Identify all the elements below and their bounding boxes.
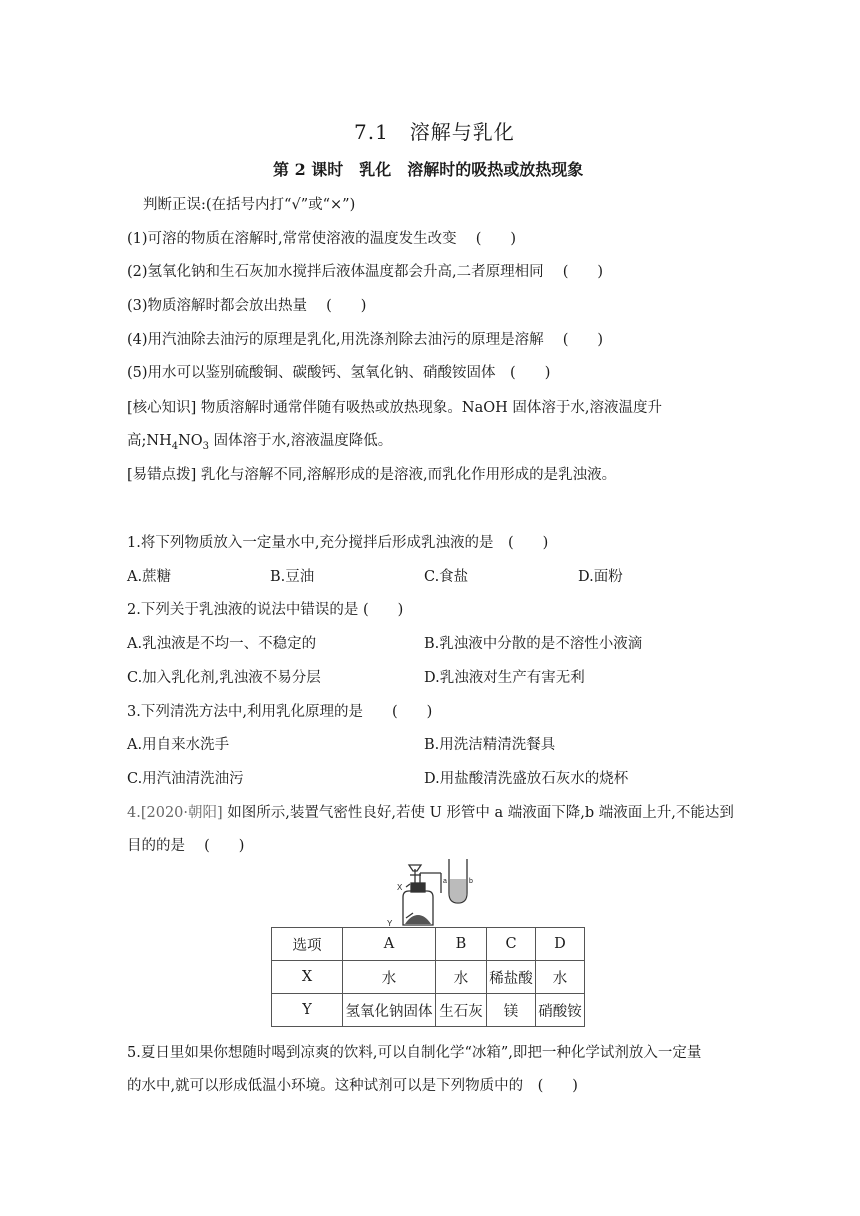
label-a: a <box>443 878 447 885</box>
judge-item: (2)氢氧化钠和生石灰加水搅拌后液体温度都会升高,二者原理相同 ( ) <box>127 264 604 280</box>
table-cell: X <box>272 961 343 994</box>
table-cell: A <box>343 928 436 961</box>
table-cell: 镁 <box>487 994 536 1027</box>
q1-option-d: D.面粉 <box>578 569 623 585</box>
judge-item: (4)用汽油除去油污的原理是乳化,用洗涤剂除去油污的原理是溶解 ( ) <box>127 332 604 348</box>
label-y: Y <box>387 919 393 928</box>
q2-option-b: B.乳浊液中分散的是不溶性小液滴 <box>424 636 643 652</box>
table-cell: 水 <box>436 961 487 994</box>
q2-option-c: C.加入乳化剂,乳浊液不易分层 <box>127 670 321 686</box>
label-x: X <box>397 883 403 892</box>
q3-option-d: D.用盐酸清洗盛放石灰水的烧杯 <box>424 771 629 787</box>
q5-stem-line2: 的水中,就可以形成低温小环境。这种试剂可以是下列物质中的 ( ) <box>127 1078 578 1094</box>
q2-option-a: A.乳浊液是不均一、不稳定的 <box>127 636 317 652</box>
table-cell: B <box>436 928 487 961</box>
judge-item: (1)可溶的物质在溶解时,常常使溶液的温度发生改变 ( ) <box>127 231 517 247</box>
q1-stem: 1.将下列物质放入一定量水中,充分搅拌后形成乳浊液的是 ( ) <box>127 535 549 551</box>
q3-option-c: C.用汽油清洗油污 <box>127 771 244 787</box>
core-knowledge-line1: [核心知识] 物质溶解时通常伴随有吸热或放热现象。NaOH 固体溶于水,溶液温度升 <box>127 400 663 416</box>
judge-item: (3)物质溶解时都会放出热量 ( ) <box>127 298 367 314</box>
q5-stem-line1: 5.夏日里如果你想随时喝到凉爽的饮料,可以自制化学“冰箱”,即把一种化学试剂放入一定量 <box>127 1045 702 1061</box>
q1-option-b: B.豆油 <box>270 569 315 585</box>
judge-intro: 判断正误:(在括号内打“√”或“×”) <box>143 197 356 213</box>
table-cell: 生石灰 <box>436 994 487 1027</box>
table-cell: 水 <box>343 961 436 994</box>
q3-stem: 3.下列清洗方法中,利用乳化原理的是 ( ) <box>127 704 433 720</box>
q3-option-a: A.用自来水洗手 <box>127 737 230 753</box>
table-cell: 选项 <box>272 928 343 961</box>
core-knowledge-line2: 高$;NH_4NO_3$ 固体溶于水,溶液温度降低。 <box>127 433 393 452</box>
table-cell: 氢氧化钠固体 <box>343 994 436 1027</box>
table-cell: 硝酸铵 <box>536 994 585 1027</box>
error-tip: [易错点拨] 乳化与溶解不同,溶解形成的是溶液,而乳化作用形成的是乳浊液。 <box>127 467 617 483</box>
q4-source-tag: 4.[2020·朝阳] <box>127 805 223 821</box>
q4-stem-line1: 4.[2020·朝阳] 如图所示,装置气密性良好,若使 U 形管中 a 端液面下降,b 端液面上升,不能达到 <box>127 805 734 821</box>
label-b: b <box>469 878 473 885</box>
q4-options-table <box>271 927 585 1027</box>
judge-item: (5)用水可以鉴别硫酸铜、碳酸钙、氢氧化钠、硝酸铵固体 ( ) <box>127 365 551 381</box>
table-cell: 水 <box>536 961 585 994</box>
page-subtitle: 第 2 课时 乳化 溶解时的吸热或放热现象 <box>273 160 584 179</box>
q4-stem-line2: 目的的是 ( ) <box>127 838 245 854</box>
table-cell: 稀盐酸 <box>487 961 536 994</box>
table-cell: C <box>487 928 536 961</box>
q3-option-b: B.用洗洁精清洗餐具 <box>424 737 556 753</box>
table-cell: Y <box>272 994 343 1027</box>
table-row <box>272 928 585 961</box>
q1-option-c: C.食盐 <box>424 569 469 585</box>
table-row <box>272 994 585 1027</box>
page-title: 7.1 溶解与乳化 <box>354 120 515 144</box>
q2-option-d: D.乳浊液对生产有害无利 <box>424 670 585 686</box>
q2-stem: 2.下列关于乳浊液的说法中错误的是 ( ) <box>127 602 404 618</box>
q1-option-a: A.蔗糖 <box>127 569 172 585</box>
table-cell: D <box>536 928 585 961</box>
apparatus-diagram <box>383 853 493 928</box>
table-row <box>272 961 585 994</box>
